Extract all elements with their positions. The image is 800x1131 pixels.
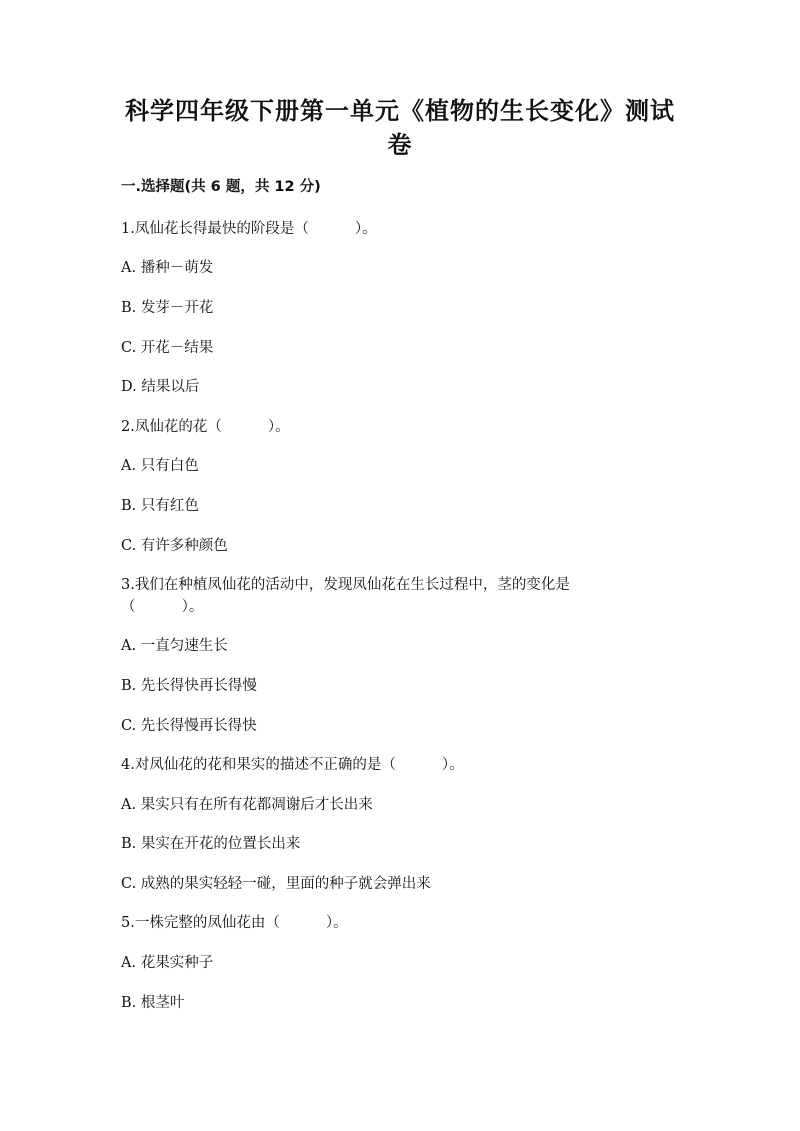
question-1-option-a: A. 播种－萌发 xyxy=(121,260,214,276)
question-4-option-a: A. 果实只有在所有花都凋谢后才长出来 xyxy=(121,797,373,813)
question-5-stem: 5.一株完整的凤仙花由（ ）。 xyxy=(121,915,348,931)
question-1-option-b: B. 发芽－开花 xyxy=(121,300,214,316)
question-3-stem-line-1: 3.我们在种植凤仙花的活动中，发现凤仙花在生长过程中，茎的变化是 xyxy=(121,577,570,593)
question-2-option-a: A. 只有白色 xyxy=(121,458,199,474)
question-1-option-d: D. 结果以后 xyxy=(121,379,200,395)
question-5-option-b: B. 根茎叶 xyxy=(121,995,185,1011)
document-title-line-1: 科学四年级下册第一单元《植物的生长变化》测试 xyxy=(125,97,675,125)
question-3-option-c: C. 先长得慢再长得快 xyxy=(121,718,257,734)
question-3-option-a: A. 一直匀速生长 xyxy=(121,638,228,654)
question-4-option-c: C. 成熟的果实轻轻一碰，里面的种子就会弹出来 xyxy=(121,876,431,892)
question-1-stem: 1.凤仙花长得最快的阶段是（ ）。 xyxy=(121,221,377,237)
question-2-option-c: C. 有许多种颜色 xyxy=(121,538,228,554)
document-title-line-2: 卷 xyxy=(387,131,413,159)
question-4-option-b: B. 果实在开花的位置长出来 xyxy=(121,836,301,852)
question-5-option-a: A. 花果实种子 xyxy=(121,955,214,971)
question-4-stem: 4.对凤仙花的花和果实的描述不正确的是（ ）。 xyxy=(121,757,464,773)
question-3-stem-line-2: （ ）。 xyxy=(121,599,204,615)
question-3-option-b: B. 先长得快再长得慢 xyxy=(121,678,257,694)
section-heading: 一.选择题(共 6 题，共 12 分) xyxy=(121,179,321,195)
question-2-stem: 2.凤仙花的花（ ）。 xyxy=(121,419,290,435)
document-title xyxy=(120,94,680,162)
question-1-option-c: C. 开花－结果 xyxy=(121,340,214,356)
question-2-option-b: B. 只有红色 xyxy=(121,498,199,514)
